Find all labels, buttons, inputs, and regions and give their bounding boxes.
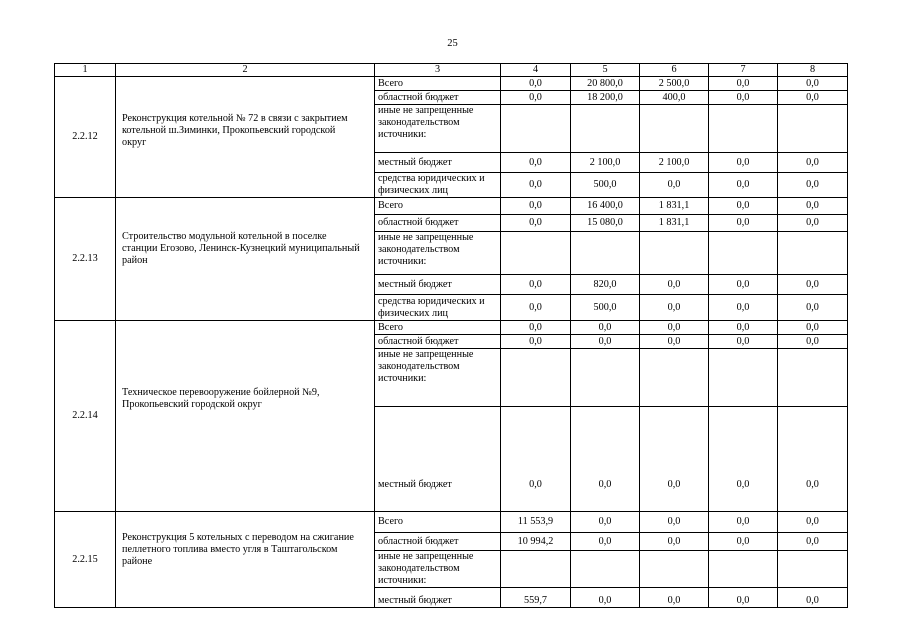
measure-code: 2.2.14 [55,321,116,512]
funding-source: областной бюджет [375,215,501,232]
amount-cell: 0,0 [501,198,571,215]
amount-cell [778,551,848,588]
amount-cell: 0,0 [778,588,848,608]
amount-cell: 0,0 [501,321,571,335]
funding-source: местный бюджет [375,153,501,173]
funding-source: Всего [375,321,501,335]
column-header: 1 [55,64,116,77]
funding-source: Всего [375,198,501,215]
amount-cell: 0,0 [709,275,778,295]
amount-cell: 0,0 [709,335,778,349]
amount-cell: 0,0 [640,588,709,608]
amount-cell: 820,0 [571,275,640,295]
amount-cell [709,105,778,153]
funding-source: местный бюджет [375,275,501,295]
amount-cell [778,349,848,407]
amount-cell: 0,0 [709,215,778,232]
measure-name-cell [116,77,375,198]
amount-cell: 0,0 [778,275,848,295]
amount-cell: 10 994,2 [501,533,571,551]
amount-cell: 0,0 [709,321,778,335]
amount-cell: 0,0 [709,173,778,198]
amount-cell: 15 080,0 [571,215,640,232]
funding-source: иные не запрещенные законодательством источники: [375,551,501,588]
funding-source: областной бюджет [375,533,501,551]
measure-code: 2.2.12 [55,77,116,198]
amount-cell: 0,0 [778,407,848,512]
amount-cell: 559,7 [501,588,571,608]
funding-source: средства юридических и физических лиц [375,173,501,198]
amount-cell: 0,0 [709,295,778,321]
amount-cell: 0,0 [501,407,571,512]
amount-cell: 2 500,0 [640,77,709,91]
amount-cell: 0,0 [571,533,640,551]
column-header: 6 [640,64,709,77]
measure-name-cell [116,512,375,608]
funding-source: областной бюджет [375,335,501,349]
amount-cell: 0,0 [778,91,848,105]
measure-name: Реконструкция 5 котельных с переводом на сжигание пеллетного топлива вместо угля в Таштагольском районе [122,532,354,567]
amount-cell [571,551,640,588]
amount-cell: 0,0 [501,295,571,321]
amount-cell: 0,0 [778,173,848,198]
amount-cell: 0,0 [571,512,640,533]
column-header: 7 [709,64,778,77]
amount-cell: 0,0 [640,295,709,321]
funding-source: местный бюджет [375,588,501,608]
amount-cell: 400,0 [640,91,709,105]
amount-cell: 0,0 [501,173,571,198]
amount-cell [709,551,778,588]
amount-cell [501,105,571,153]
amount-cell: 0,0 [778,512,848,533]
amount-cell: 0,0 [709,512,778,533]
measure-code: 2.2.15 [55,512,116,608]
amount-cell: 1 831,1 [640,198,709,215]
amount-cell: 16 400,0 [571,198,640,215]
budget-table [54,63,848,608]
table-row [55,198,848,215]
measure-name: Техническое перевооружение бойлерной №9, Прокопьевский городской округ [122,387,320,410]
column-header: 5 [571,64,640,77]
amount-cell: 0,0 [778,295,848,321]
amount-cell: 0,0 [640,173,709,198]
amount-cell: 0,0 [778,215,848,232]
amount-cell: 0,0 [640,275,709,295]
amount-cell [778,105,848,153]
amount-cell: 500,0 [571,173,640,198]
table-row [55,77,848,91]
amount-cell [501,551,571,588]
funding-source: Всего [375,77,501,91]
table-row [55,512,848,533]
amount-cell [709,232,778,275]
amount-cell [501,232,571,275]
funding-source: иные не запрещенные законодательством источники: [375,105,501,153]
amount-cell: 0,0 [501,275,571,295]
amount-cell: 20 800,0 [571,77,640,91]
amount-cell: 0,0 [709,533,778,551]
amount-cell: 0,0 [709,77,778,91]
amount-cell: 0,0 [640,512,709,533]
amount-cell: 0,0 [709,407,778,512]
amount-cell: 0,0 [640,407,709,512]
amount-cell [640,551,709,588]
column-header: 8 [778,64,848,77]
amount-cell: 0,0 [501,91,571,105]
amount-cell: 0,0 [778,153,848,173]
amount-cell: 0,0 [501,153,571,173]
amount-cell: 0,0 [571,335,640,349]
amount-cell: 1 831,1 [640,215,709,232]
amount-cell: 0,0 [778,198,848,215]
funding-source: иные не запрещенные законодательством источники: [375,349,501,407]
column-header: 4 [501,64,571,77]
amount-cell [709,349,778,407]
funding-source: средства юридических и физических лиц [375,295,501,321]
measure-code: 2.2.13 [55,198,116,321]
amount-cell: 0,0 [640,533,709,551]
funding-source: иные не запрещенные законодательством источники: [375,232,501,275]
amount-cell: 2 100,0 [571,153,640,173]
amount-cell: 0,0 [709,91,778,105]
amount-cell: 0,0 [778,321,848,335]
amount-cell [571,105,640,153]
amount-cell [640,105,709,153]
header-row [55,64,848,77]
amount-cell: 0,0 [501,215,571,232]
amount-cell: 0,0 [571,588,640,608]
amount-cell: 2 100,0 [640,153,709,173]
column-header: 2 [116,64,375,77]
amount-cell: 0,0 [640,321,709,335]
amount-cell: 0,0 [778,335,848,349]
amount-cell: 0,0 [709,588,778,608]
amount-cell: 0,0 [571,407,640,512]
amount-cell: 0,0 [571,321,640,335]
amount-cell: 0,0 [501,77,571,91]
measure-name: Реконструкция котельной № 72 в связи с закрытием котельной ш.Зиминки, Прокопьевский городской округ [122,113,348,148]
amount-cell: 500,0 [571,295,640,321]
column-header: 3 [375,64,501,77]
amount-cell: 0,0 [640,335,709,349]
amount-cell: 0,0 [778,77,848,91]
measure-name-cell [116,198,375,321]
funding-source: Всего [375,512,501,533]
page-number: 25 [447,38,458,49]
amount-cell: 18 200,0 [571,91,640,105]
funding-source: областной бюджет [375,91,501,105]
amount-cell: 0,0 [709,198,778,215]
measure-name-cell [116,321,375,512]
amount-cell [640,349,709,407]
amount-cell: 11 553,9 [501,512,571,533]
amount-cell [640,232,709,275]
amount-cell [571,349,640,407]
amount-cell: 0,0 [778,533,848,551]
measure-name: Строительство модульной котельной в поселке станции Егозово, Ленинск-Кузнецкий муниципальный район [122,231,360,266]
amount-cell [501,349,571,407]
amount-cell [571,232,640,275]
table-row [55,321,848,335]
amount-cell: 0,0 [501,335,571,349]
funding-source: местный бюджет [375,407,501,512]
amount-cell: 0,0 [709,153,778,173]
amount-cell [778,232,848,275]
